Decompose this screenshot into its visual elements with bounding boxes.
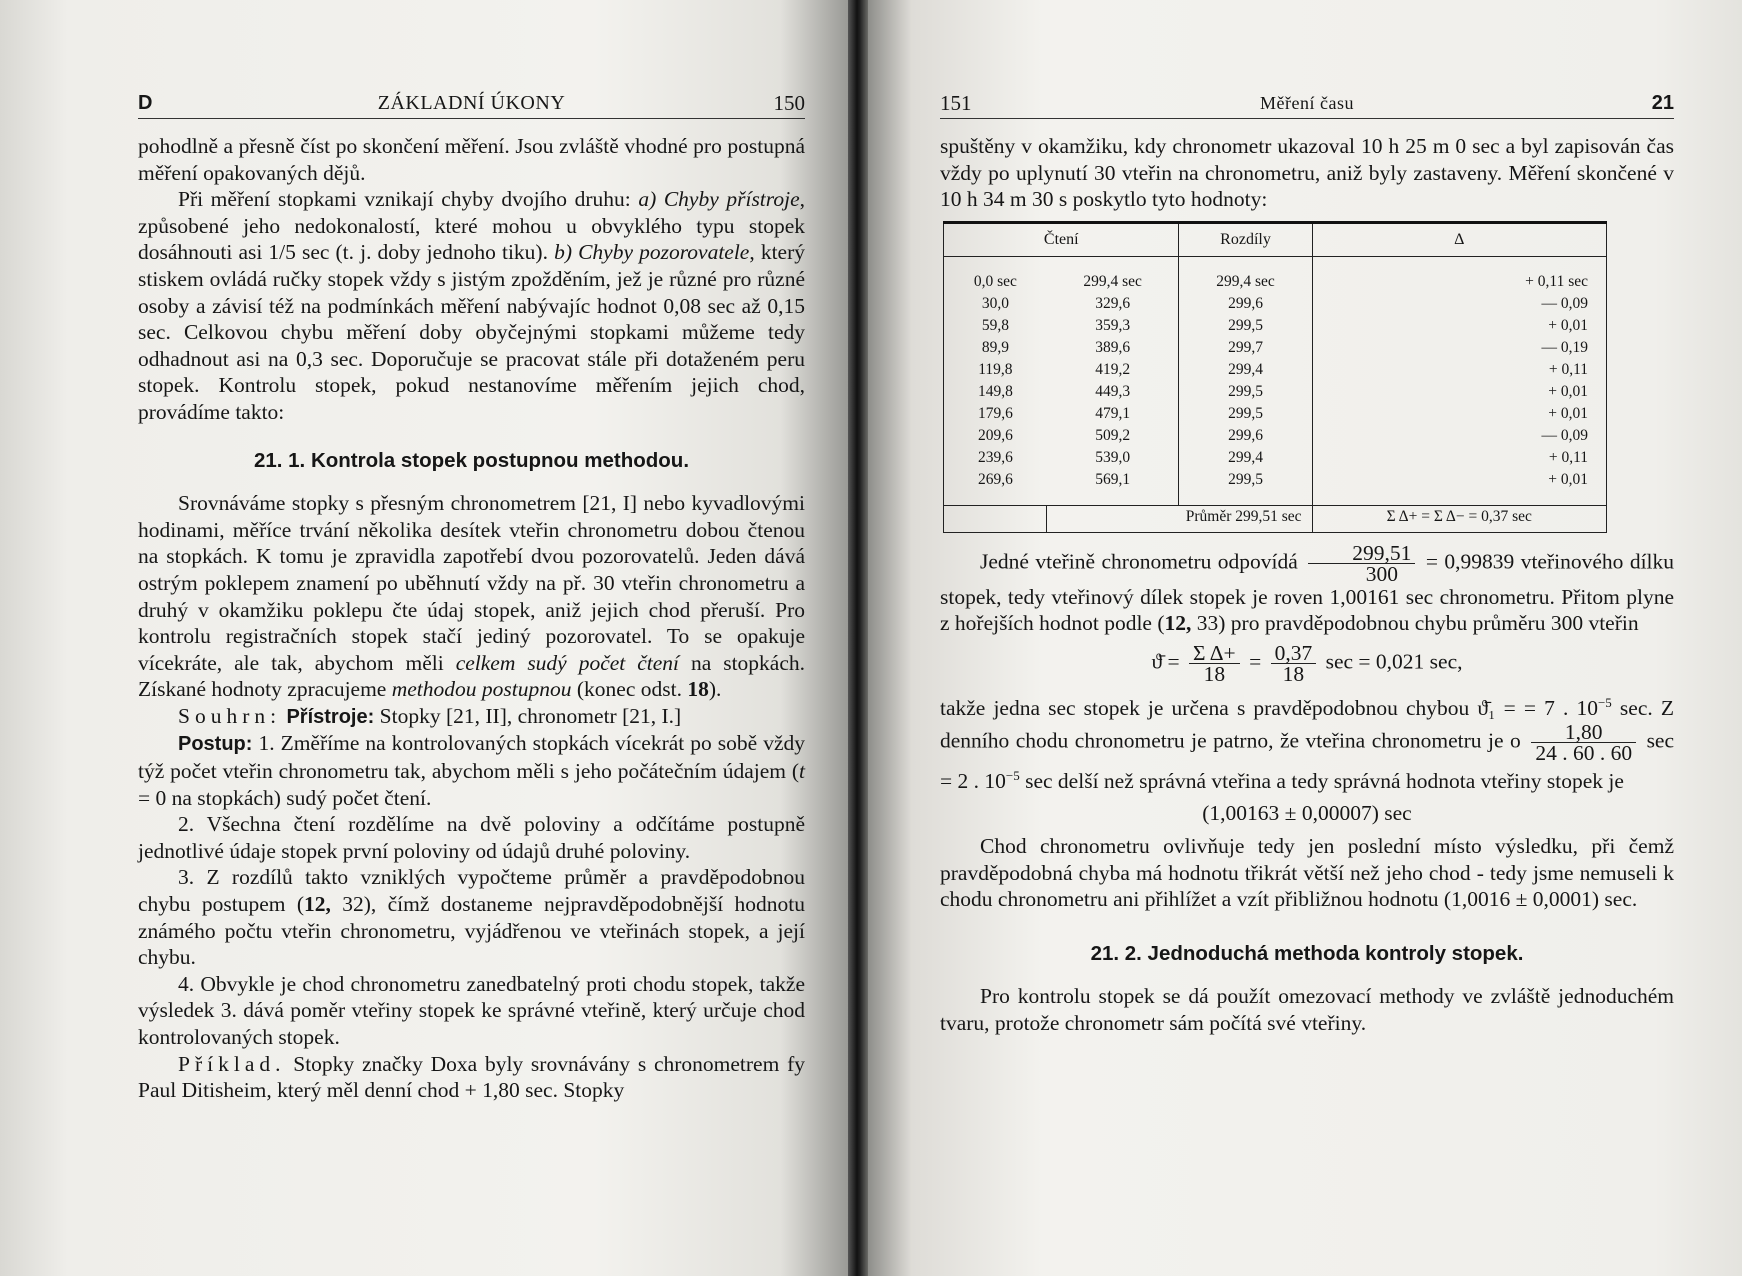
table-cell: 299,5 bbox=[1179, 469, 1312, 491]
measurement-table bbox=[943, 221, 1607, 533]
procedure-step-1: Postup: 1. Změříme na kontrolovaných stopkách vícekrát po sobě vždy týž počet vteřin chronometru tak, abychom měli s jeho počátečním údajem (t = 0 na stopkách) sudý počet čtení. bbox=[138, 731, 805, 810]
paragraph-ratio: Jedné vteřině chronometru odpovídá $\frac{299,51}{300}$ = 0,99839 vteřinového dílku stopek, tedy vteřinový dílek stopek je roven 1,00161 sec chronometru. Přitom plyne z hořejších hodnot podle (12, 33) pro pravděpodobnou chybu průměru 300 vteřin bbox=[940, 540, 1675, 636]
table-header-delta: Δ bbox=[1312, 222, 1606, 256]
table-cell: 299,4 bbox=[1179, 447, 1312, 469]
table-cell: 509,2 bbox=[1095, 426, 1131, 444]
table-row bbox=[944, 469, 1607, 491]
table-cell: + 0,01 bbox=[1312, 381, 1606, 403]
table-cell: + 0,01 bbox=[1312, 403, 1606, 425]
table-cell: 269,6 bbox=[944, 469, 1047, 491]
table-cell: 59,8 bbox=[944, 315, 1047, 337]
procedure-step-4: 4. Obvykle je chod chronometru zanedbatelný proti chodu stopek, takže výsledek 3. dává poměr vteřiny stopek ke správné vteřině, který určuje chod kontrolovaných stopek. bbox=[138, 971, 805, 1049]
right-running-header bbox=[940, 88, 1674, 119]
example: Příklad. Stopky značky Doxa byly srovnávány s chronometrem fy Paul Ditisheim, který měl denní chod + 1,80 sec. Stopky bbox=[138, 1051, 805, 1103]
header-letter: D bbox=[138, 92, 153, 114]
right-page-text bbox=[940, 88, 1674, 1037]
table-row bbox=[944, 425, 1607, 447]
left-page-text bbox=[138, 88, 805, 1104]
paragraph-conclusion: Chod chronometru ovlivňuje tedy jen poslední místo výsledku, při čemž pravděpodobná chyba má hodnotu třikrát větší než jeho chod - tedy jsme nemuseli k chodu chronometru ani přihlížet a vzít přibližnou hodnotu (1,0016 ± 0,0001) sec. bbox=[940, 834, 1674, 912]
table-row bbox=[944, 271, 1607, 293]
table-cell: + 0,01 bbox=[1312, 315, 1606, 337]
table-cell: 299,6 bbox=[1179, 293, 1312, 315]
table-row bbox=[944, 359, 1607, 381]
table-header-cteni: Čtení bbox=[944, 222, 1179, 256]
table-cell: + 0,01 bbox=[1312, 469, 1606, 491]
header-section-number: 21 bbox=[1651, 92, 1674, 114]
paragraph: Pro kontrolu stopek se dá použít omezovací methody ve zvláště jednoduchém tvaru, protože chronometr sám počítá své vteřiny. bbox=[940, 984, 1674, 1036]
table-row bbox=[944, 381, 1607, 403]
table-row bbox=[944, 293, 1607, 315]
equation-probable-error: ϑ̄ = $\frac{\text{Σ Δ+}}{18}$ = $\frac{0,37}{18}$ sec = 0,021 sec, bbox=[1151, 640, 1463, 686]
table-cell: 0,0 sec bbox=[944, 271, 1047, 293]
procedure-step-3: 3. Z rozdílů takto vzniklých vypočteme průměr a pravděpodobnou chybu postupem (12, 32), čímž dostaneme nejpravděpodobnější hodnotu známého počtu vteřin chronometru, vyjádřenou ve vteřinách stopek, a její chybu. bbox=[138, 865, 805, 970]
right-page bbox=[868, 0, 1742, 1276]
table-cell: — 0,09 bbox=[1312, 293, 1606, 315]
paragraph-errors: Při měření stopkami vznikají chyby dvojího druhu: a) Chyby přístroje, způsobené jeho nedokonalostí, které mohou u obvyklého typu stopek dosáhnouti asi 1/5 sec (t. j. doby jednoho tiku). b) Chyby pozorovatele, který stiskem ovládá ručky stopek vždy s jistým zpožděním, jež je různé pro různé osoby a závisí též na podmínkách měření nabývajíc hodnot 0,08 sec až 0,15 sec. Celkovou chybu měření doby obyčejnými stopkami můžeme tedy odhadnout asi na 0,3 sec. Doporučuje se pracovat stále při dotaženém peru stopek. Kontrolu stopek, pokud nestanovíme měřením jejich chod, provádíme takto: bbox=[138, 187, 805, 424]
header-page-number: 150 bbox=[773, 91, 805, 115]
paragraph-method: Srovnáváme stopky s přesným chronometrem [21, I] nebo kyvadlovými hodinami, měříce trvání několika desítek vteřin chronometru dobou čtenou na stopkách. K tomu je zpravidla zapotřebí dvou pozorovatelů. Jeden dává ostrým poklepem znamení po uběhnutí vždy na př. 30 vteřin chronometru a druhý v okamžiku poklepu čte údaj stopek, aniž jejich chod přeruší. Pro kontrolu registračních stopek stačí jediný pozorovatel. To se opakuje vícekráte, ale tak, abychom měli celkem sudý počet čtení na stopkách. Získané hodnoty zpracujeme methodou postupnou (konec odst. 18). bbox=[138, 491, 806, 702]
table-cell: 89,9 bbox=[944, 337, 1047, 359]
table-cell: 299,5 bbox=[1179, 315, 1312, 337]
table-cell: 299,4 sec bbox=[1179, 271, 1312, 293]
table-row bbox=[944, 403, 1607, 425]
left-page bbox=[0, 0, 848, 1276]
table-cell: + 0,11 bbox=[1312, 359, 1606, 381]
table-cell: 569,1 bbox=[1095, 470, 1131, 488]
section-heading: 21. 2. Jednoduchá methoda kontroly stopek. bbox=[1090, 941, 1524, 965]
table-footer-mean: Průměr 299,51 sec bbox=[1047, 505, 1312, 532]
table-cell: 209,6 bbox=[944, 425, 1047, 447]
table-cell: 449,3 bbox=[1095, 382, 1131, 400]
paragraph: pohodlně a přesně číst po skončení měření. Jsou zvláště vhodné pro postupná měření opakovaných dějů. bbox=[138, 134, 805, 185]
table-cell: 149,8 bbox=[944, 381, 1047, 403]
table-cell: 299,5 bbox=[1179, 403, 1312, 425]
equation-result: (1,00163 ± 0,00007) sec bbox=[1202, 801, 1412, 826]
procedure-step-2: 2. Všechna čtení rozdělíme na dvě poloviny a odčítáme postupně jednotlivé údaje stopek první poloviny od údajů druhé poloviny. bbox=[138, 812, 805, 863]
table-cell: 299,6 bbox=[1179, 425, 1312, 447]
fraction: $\frac{299,51}{300}$ bbox=[1308, 543, 1415, 584]
header-title: ZÁKLADNÍ ÚKONY bbox=[377, 92, 566, 114]
left-running-header bbox=[138, 88, 805, 119]
table-cell: 299,5 bbox=[1179, 381, 1312, 403]
table-cell: 299,4 bbox=[1179, 359, 1312, 381]
table-cell: 299,7 bbox=[1179, 337, 1312, 359]
paragraph: spuštěny v okamžiku, kdy chronometr ukazoval 10 h 25 m 0 sec a byl zapisován čas vždy po uplynutí 30 vteřin na chronometru, aniž byly zastaveny. Měření skončené v 10 h 34 m 30 s poskytlo tyto hodnoty: bbox=[940, 134, 1674, 212]
table-cell: 419,2 bbox=[1095, 360, 1131, 378]
table-cell: 119,8 bbox=[944, 359, 1047, 381]
table-cell: 329,6 bbox=[1095, 294, 1131, 312]
table-cell: 30,0 bbox=[944, 293, 1047, 315]
table-cell: 239,6 bbox=[944, 447, 1047, 469]
table-cell: 179,6 bbox=[944, 403, 1047, 425]
table-cell: — 0,19 bbox=[1312, 337, 1606, 359]
table-row bbox=[944, 315, 1607, 337]
section-heading: 21. 1. Kontrola stopek postupnou methodou. bbox=[253, 448, 690, 472]
summary: Souhrn: Přístroje: Stopky [21, II], chronometr [21, I.] bbox=[178, 703, 682, 728]
table-row bbox=[944, 337, 1607, 359]
table-body bbox=[944, 256, 1607, 505]
book-gutter bbox=[848, 0, 868, 1276]
table-row bbox=[944, 447, 1607, 469]
table-cell: 389,6 bbox=[1095, 338, 1131, 356]
table-cell: 539,0 bbox=[1095, 448, 1131, 466]
table-cell: 299,4 sec bbox=[1083, 272, 1142, 290]
table-cell: + 0,11 bbox=[1312, 447, 1606, 469]
table-cell: — 0,09 bbox=[1312, 425, 1606, 447]
table-cell: + 0,11 sec bbox=[1312, 271, 1606, 293]
header-title: Měření času bbox=[1260, 93, 1354, 113]
table-header-rozdily: Rozdíly bbox=[1179, 222, 1312, 256]
header-page-number: 151 bbox=[940, 91, 972, 115]
table-footer-sum: Σ Δ+ = Σ Δ− = 0,37 sec bbox=[1312, 505, 1606, 532]
table-cell: 479,1 bbox=[1095, 404, 1131, 422]
table-cell: 359,3 bbox=[1095, 316, 1131, 334]
paragraph-daily-rate: takže jedna sec stopek je určena s pravděpodobnou chybou ϑ̄₁ = = 7 . $10^{-5}$ sec. Z denního chodu chronometru je patrno, že vteřina chronometru je o $\frac{1,80}{24 . 60 . 60}$ sec = 2 . $10^{-5}$ sec delší než správná vteřina a tedy správná hodnota vteřiny stopek je bbox=[940, 694, 1675, 793]
